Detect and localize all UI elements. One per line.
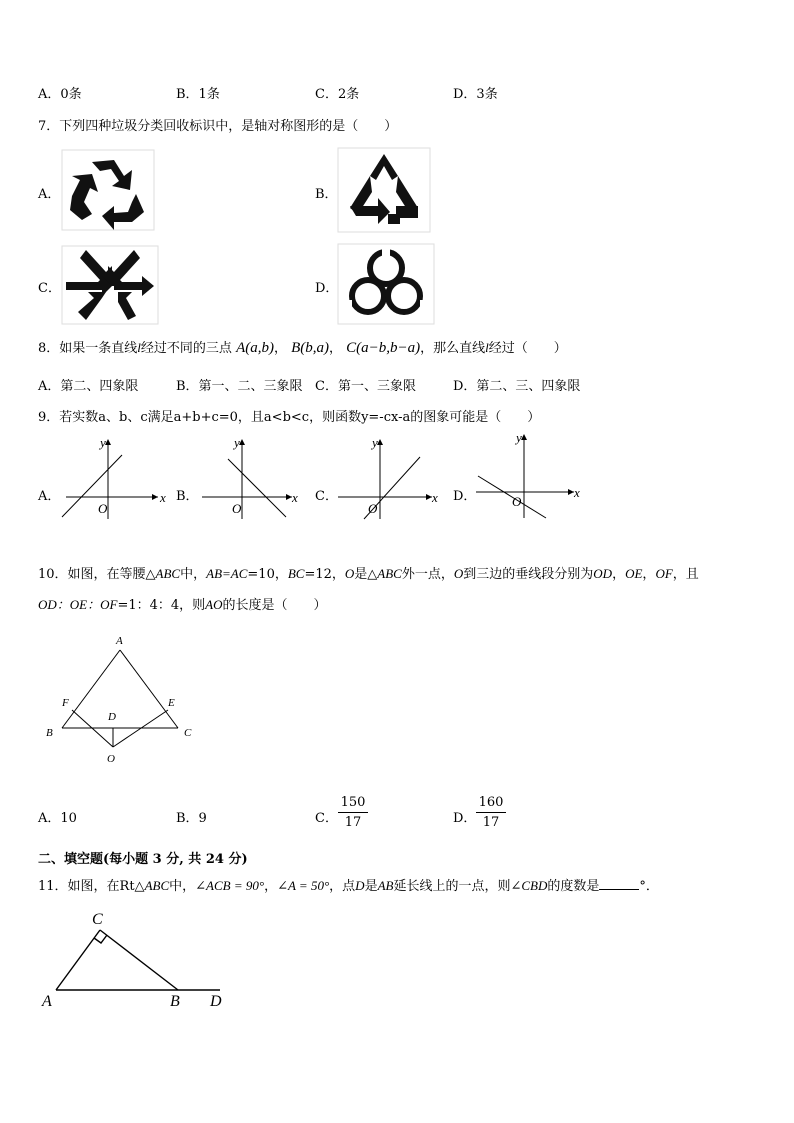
q10-fig-c: C [184,727,192,739]
q7-label-b: B． [315,187,338,202]
q9-label-c: C． [315,489,338,504]
q11-text-f: 的度数是 [547,879,600,894]
q8-stem-suffix: ，那么直线 [420,341,486,356]
q10-eq10: =10， [247,567,288,582]
q11-fig-b: B [170,993,180,1010]
q8-stem-end: 经过（ ） [488,341,567,356]
q10-o-2: O [453,566,464,581]
q8-point-a: A(a,b) [236,340,274,356]
q10-fig-f: F [62,697,69,709]
q11-answer-blank[interactable] [599,889,639,890]
q9-c-x-label: x [432,490,438,505]
q10-stem-line2 [38,594,327,613]
q8-option-a: A．第二、四象限 [38,379,139,394]
q9-b-y-label: y [234,435,240,450]
q6-option-d: D．3条 [453,87,498,102]
q10-option-d-label: D． [453,811,477,826]
q6-option-c: C．2条 [315,87,360,102]
q8-var-l: l [137,340,141,355]
q9-graph-b [198,435,308,520]
q10-text-c: 是△ [354,567,378,582]
q11-text-e: 延长线上的一点，则 [393,879,511,894]
q10-ratio: OD：OE：OF [38,597,118,612]
q11-fig-d: D [210,993,222,1010]
q11-angle-acb: ∠ACB = 90° [195,878,265,893]
section2-title: 二、填空题(每小题 3 分, 共 24 分) [38,852,248,867]
q10-fig-d: D [108,711,116,723]
q11-text-d: 是 [364,879,378,894]
q11-fig-a: A [42,993,52,1010]
q9-b-x-label: x [292,490,298,505]
q8-option-c: C．第一、三象限 [315,379,416,394]
q9-a-y-label: y [100,435,106,450]
q8-point-b: B(b,a) [291,340,330,356]
q11-ab: AB [377,878,394,893]
q10-oe: OE [625,566,643,581]
q8-stem: 8．如果一条直线l经过不同的三点 A(a,b)， B(b,a)， C(a−b,b−a)，那么直线l经过（ ） [38,340,567,356]
q6-option-a: A．0条 [38,87,82,102]
recycle-icon [62,150,154,230]
q11-text-b: 中， [169,879,196,894]
q11-angle-cbd: ∠CBD [510,878,548,893]
q10-bc: BC [287,566,305,581]
q8-point-c: C(a−b,b−a) [346,340,421,356]
q10-eq12: =12， [304,567,345,582]
q10-text-f: ，且 [672,567,699,582]
q10-d-numerator: 160 [478,795,504,810]
q10-text-e: 到三边的垂线段分别为 [463,567,594,582]
q7-label-c: C． [38,281,61,296]
q9-label-d: D． [453,489,477,504]
q10-text-g: =1：4：4，则 [117,598,206,613]
q10-of: OF [655,566,673,581]
q10-option-c-label: C． [315,811,338,826]
q9-b-origin: O [232,501,242,516]
q8-stem-prefix: 8．如果一条直线 [38,341,138,356]
q10-o: O [344,566,355,581]
q11-text-a: 11．如图，在Rt△ [38,879,145,894]
q7-label-d: D． [315,281,339,296]
q8-stem-mid: 经过不同的三点 [140,341,232,356]
q8-option-d: D．第二、三、四象限 [453,379,581,394]
q10-option-b: B．9 [176,811,207,826]
q6-option-b: B．1条 [176,87,220,102]
cross-arrows-icon [62,246,158,324]
q11-angle-a: ∠A = 50° [277,878,330,893]
q10-fig-b: B [46,727,53,739]
q7-label-a: A． [38,187,61,202]
q10-c-denominator: 17 [344,815,362,830]
q9-label-b: B． [176,489,199,504]
q11-d: D [355,878,365,893]
q10-option-d-fraction [476,795,506,830]
q9-d-origin: O [512,494,522,509]
q10-text-h: 的长度是（ ） [222,598,327,613]
q9-d-y-label: y [516,430,522,445]
trefoil-icon [338,244,434,324]
q7-stem: 7．下列四种垃圾分类回收标识中，是轴对称图形的是（ ） [38,119,398,134]
q11-stem [38,875,659,894]
q11-sep: ， [264,879,278,894]
q9-graph-a [60,435,170,520]
q9-d-x-label: x [574,485,580,500]
q10-stem-line1: 10．如图，在等腰△ABC中，AB=AC=10，BC=12，O是△ABC外一点，O到三边的垂线段分别为OD，OE，OF，且 [38,566,699,582]
q10-fig-e: E [168,697,175,709]
q9-a-x-label: x [160,490,166,505]
q10-ab-ac: AB=AC [206,566,248,581]
q10-od: OD [593,566,613,581]
triangle-arrows-icon [338,148,430,232]
q10-figure [40,632,200,772]
q8-option-b: B．第一、二、三象限 [176,379,303,394]
q11-figure [38,908,238,1012]
q11-text-g: °． [639,879,659,894]
q10-d-denominator: 17 [482,815,500,830]
q10-option-c-fraction [338,795,368,830]
q9-graph-d [474,430,584,520]
q9-label-a: A． [38,489,61,504]
q10-abc-2: ABC [377,566,402,581]
q10-fig-o: O [107,753,115,765]
q10-text-d: 外一点， [401,567,454,582]
q11-abc: ABC [144,878,170,893]
q9-stem: 9．若实数a、b、c满足a+b+c=0，且a<b<c，则函数y=-cx-a的图象可能是（ ） [38,410,541,425]
q10-ao: AO [205,597,223,612]
q10-c-numerator: 150 [340,795,366,810]
q10-option-a: A．10 [38,811,77,826]
q9-a-origin: O [98,501,108,516]
q9-c-y-label: y [372,435,378,450]
q9-graph-c [336,435,446,520]
q10-abc: ABC [155,566,181,581]
q11-text-c: ，点 [329,879,356,894]
q8-var-l-2: l [485,340,489,355]
q9-c-origin: O [368,501,378,516]
q10-text-a: 10．如图，在等腰△ [38,567,156,582]
q10-fig-a: A [116,635,123,647]
q11-fig-c: C [92,911,103,928]
q10-text-b: 中， [180,567,207,582]
